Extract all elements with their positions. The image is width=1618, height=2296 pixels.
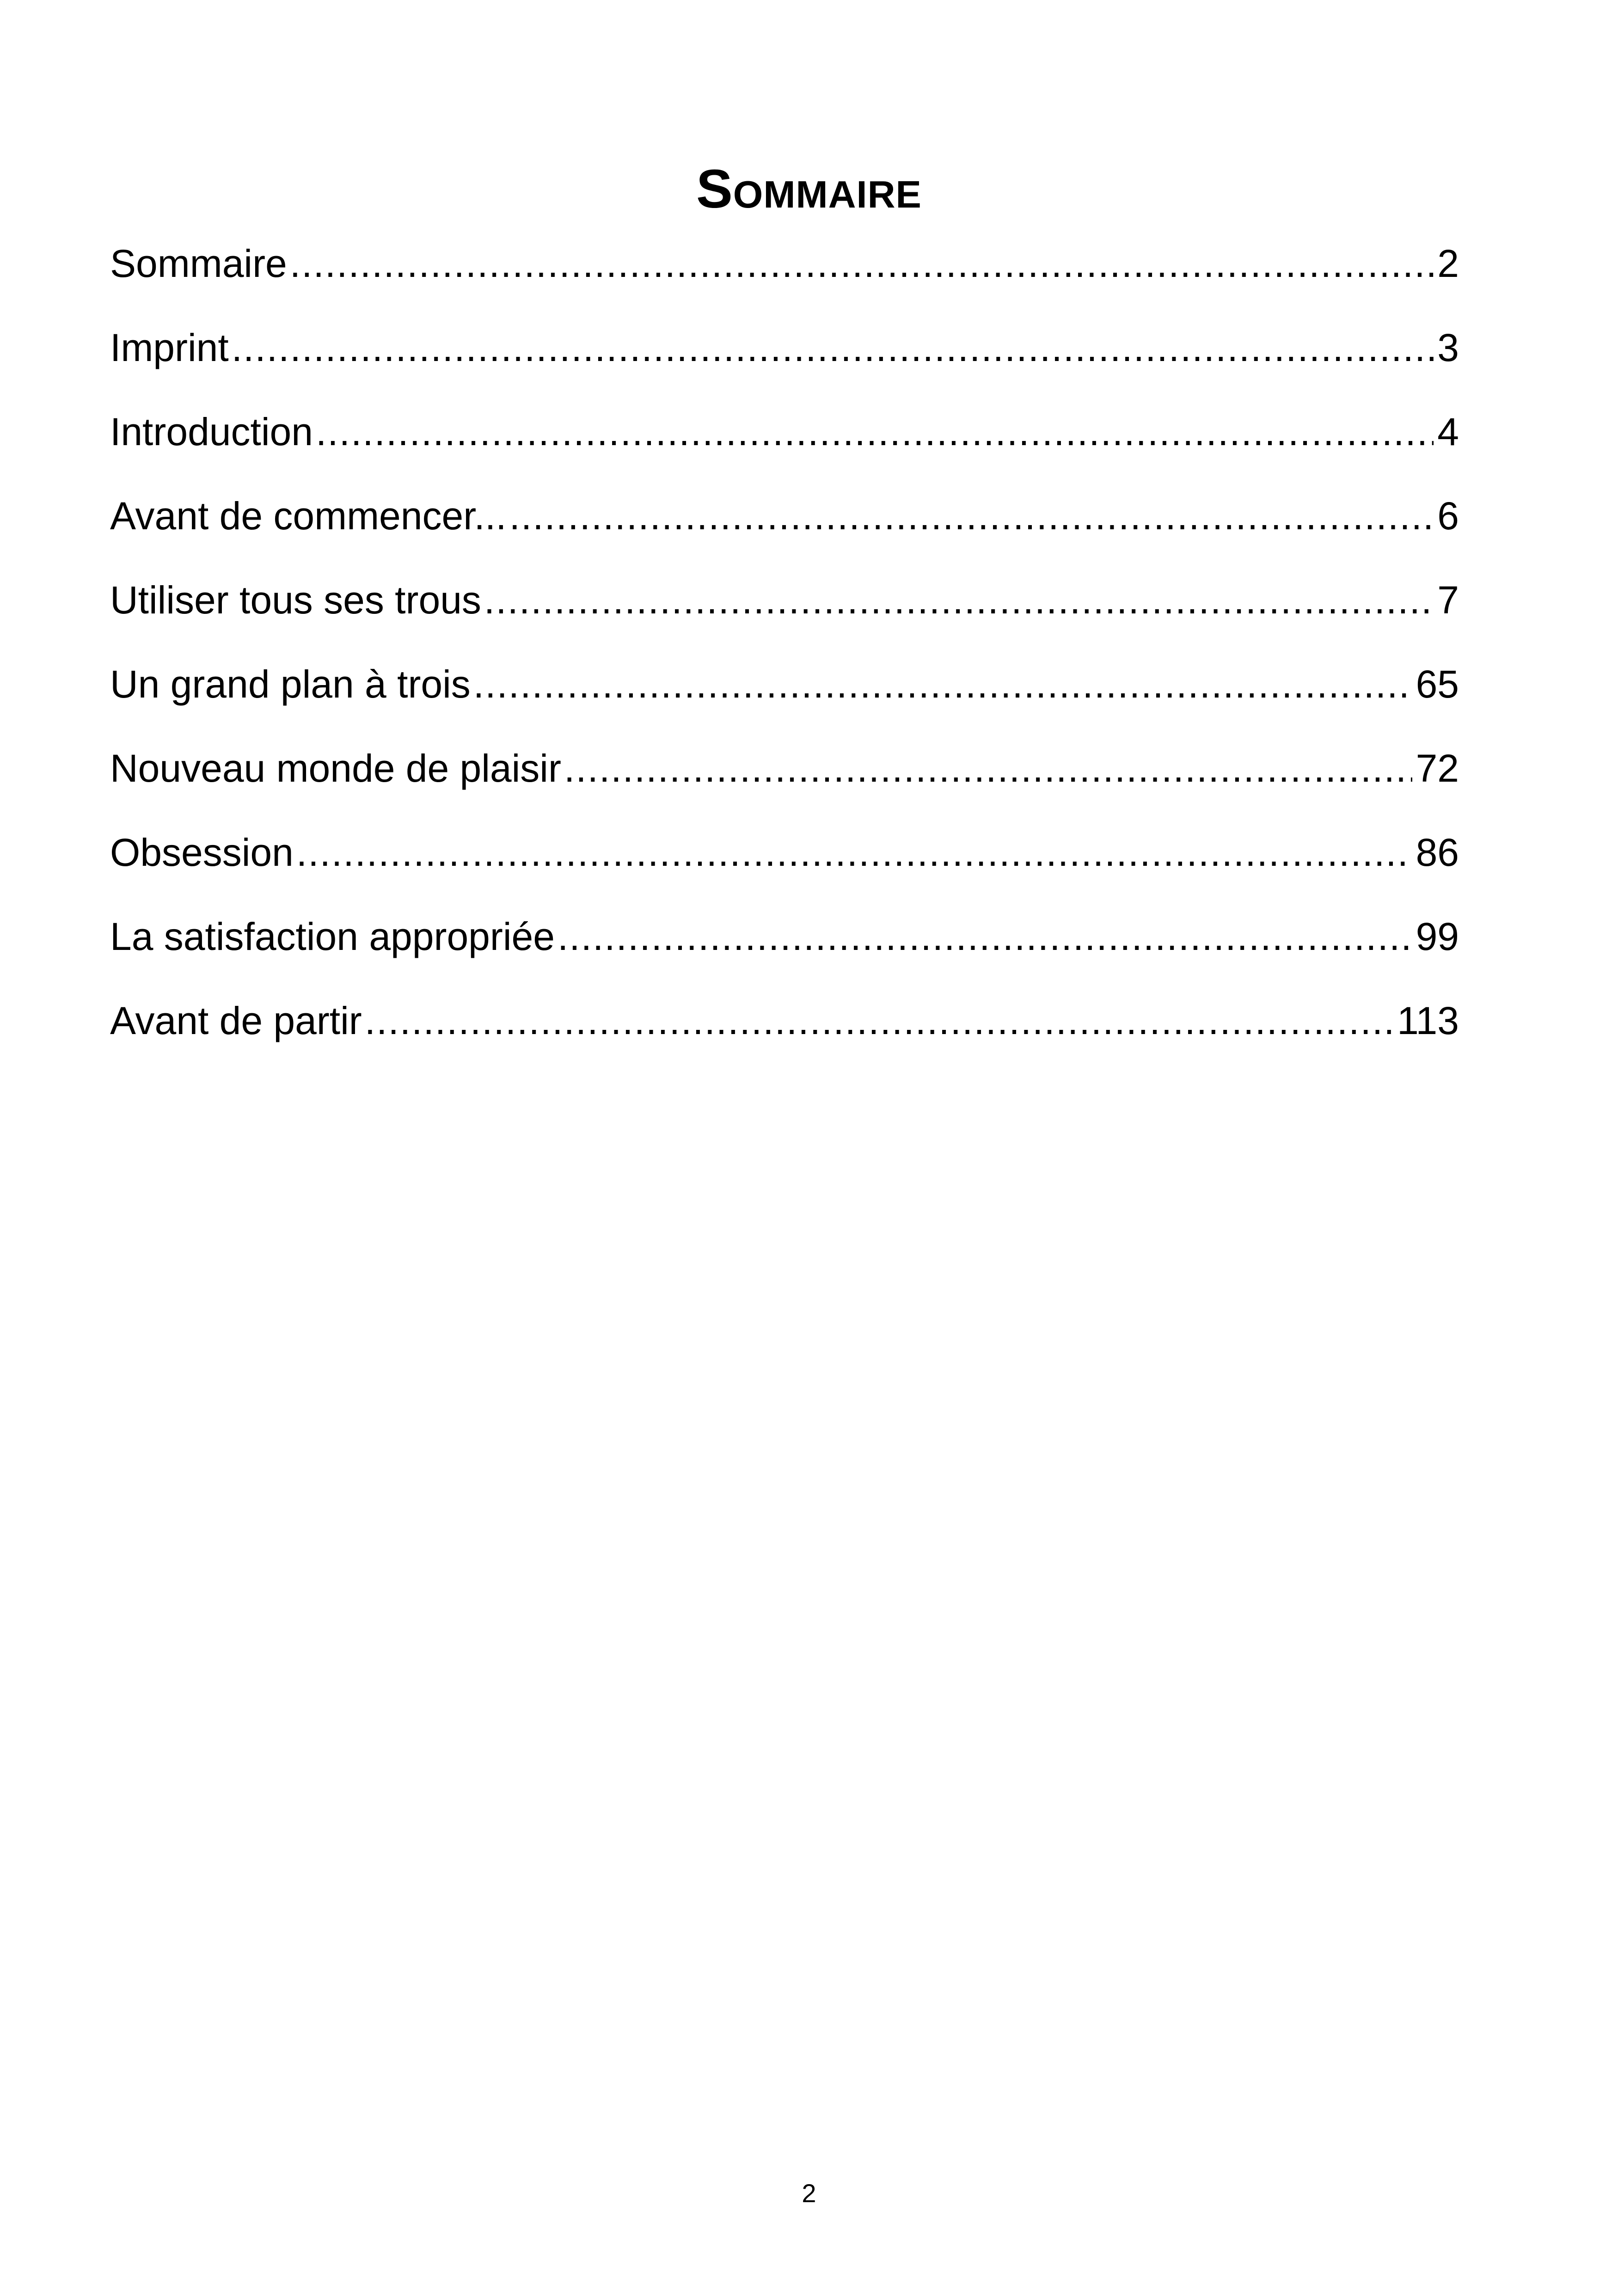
toc-entry (110, 488, 1459, 572)
toc-entry (110, 825, 1459, 909)
toc-entry-title: Un grand plan à trois (110, 662, 471, 706)
page-title: Sommaire (696, 159, 922, 220)
page-number: 2 (802, 2179, 816, 2208)
toc-dot-leader (484, 572, 1434, 628)
toc-entry-page: 65 (1416, 662, 1459, 706)
toc-entry (110, 236, 1459, 320)
toc-dot-leader (232, 320, 1434, 375)
toc-entry (110, 572, 1459, 656)
table-of-contents (110, 236, 1459, 1077)
toc-entry-page: 2 (1437, 242, 1459, 285)
toc-entry (110, 656, 1459, 741)
toc-entry (110, 320, 1459, 404)
toc-entry-title: Avant de partir (110, 999, 362, 1042)
toc-entry-page: 113 (1397, 999, 1459, 1042)
toc-entry-title: Imprint (110, 326, 229, 369)
toc-entry-page: 4 (1437, 410, 1459, 453)
toc-entry (110, 741, 1459, 825)
toc-entry-title: Utiliser tous ses trous (110, 578, 481, 622)
toc-dot-leader (473, 656, 1412, 712)
toc-entry-title: Avant de commencer... (110, 494, 507, 538)
toc-entry (110, 909, 1459, 993)
toc-entry-page: 86 (1416, 831, 1459, 874)
toc-entry-page: 7 (1437, 578, 1459, 622)
toc-entry-title: Obsession (110, 831, 294, 874)
toc-dot-leader (365, 993, 1393, 1048)
toc-entry-page: 3 (1437, 326, 1459, 369)
toc-dot-leader (509, 488, 1434, 544)
toc-entry-page: 6 (1437, 494, 1459, 538)
toc-entry-page: 99 (1416, 915, 1459, 958)
toc-entry (110, 993, 1459, 1077)
toc-dot-leader (290, 236, 1434, 291)
toc-entry-title: La satisfaction appropriée (110, 915, 555, 958)
toc-entry (110, 404, 1459, 488)
toc-entry-title: Nouveau monde de plaisir (110, 747, 561, 790)
toc-entry-page: 72 (1416, 747, 1459, 790)
toc-dot-leader (558, 909, 1412, 964)
toc-dot-leader (296, 825, 1412, 880)
toc-entry-title: Introduction (110, 410, 313, 453)
toc-dot-leader (564, 741, 1412, 796)
toc-entry-title: Sommaire (110, 242, 287, 285)
toc-dot-leader (316, 404, 1434, 459)
